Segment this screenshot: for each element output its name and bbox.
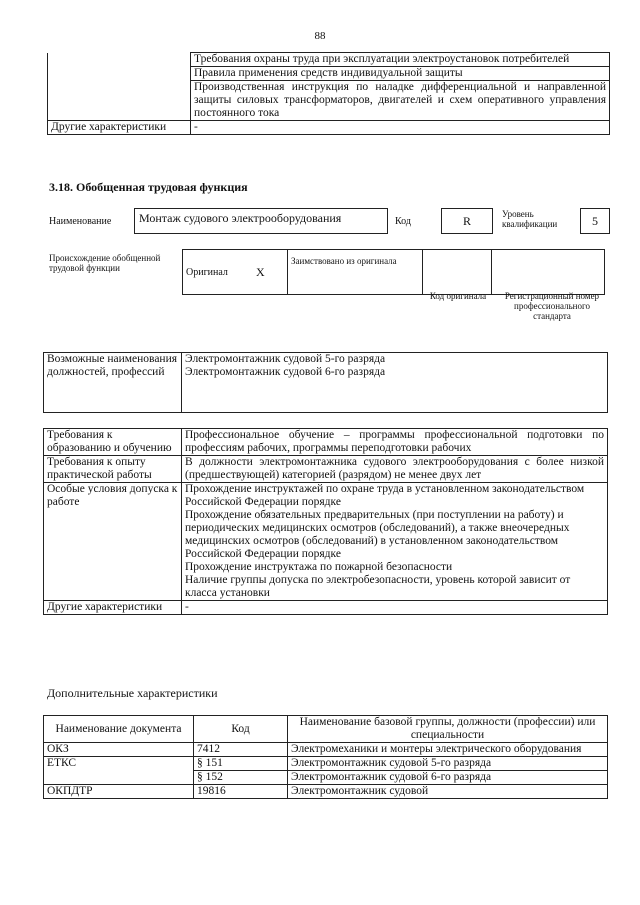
original-label: Оригинал xyxy=(183,250,254,295)
original-code-cell xyxy=(423,250,492,295)
other-characteristics-label: Другие характеристики xyxy=(48,121,191,135)
other-characteristics-value: - xyxy=(191,121,610,135)
positions-values xyxy=(182,353,608,413)
other-value: - xyxy=(182,601,608,615)
admission-item: Прохождение инструктажа по пожарной безопасности xyxy=(185,561,453,573)
extra-doc: ЕТКС xyxy=(44,757,194,785)
extra-name: Электромонтажник судовой 5-го разряда xyxy=(288,757,608,771)
other-label: Другие характеристики xyxy=(44,601,182,615)
experience-label: Требования к опыту практической работы xyxy=(44,456,182,483)
extra-name: Электромонтажник судовой xyxy=(288,785,608,799)
admission-item: Наличие группы допуска по электробезопасности, уровень которой зависит от класса установки xyxy=(185,574,571,599)
position-item: Электромонтажник судовой 5-го разряда xyxy=(185,353,386,365)
extra-code: § 152 xyxy=(194,771,288,785)
extra-code: 7412 xyxy=(194,743,288,757)
extra-code: 19816 xyxy=(194,785,288,799)
position-item: Электромонтажник судовой 6-го разряда xyxy=(185,366,386,378)
original-mark: X xyxy=(253,250,288,295)
section-title: 3.18. Обобщенная трудовая функция xyxy=(49,180,248,194)
registration-number-cell xyxy=(492,250,605,295)
knowledge-table xyxy=(47,52,610,135)
origin-label: Происхождение обобщенной трудовой функции xyxy=(49,253,161,273)
origin-table xyxy=(182,249,605,295)
knowledge-label-cell xyxy=(48,53,191,121)
extra-doc: ОКЗ xyxy=(44,743,194,757)
admission-item: Прохождение обязательных предварительных (при поступлении на работу) и периодических медицинских осмотров (обследований), а также внеочередных медицинских осмотров (обследований) в установленном законодательством Российской Федерации порядке xyxy=(185,509,570,560)
level-value-box: 5 xyxy=(580,208,610,234)
extra-name: Электромонтажник судовой 6-го разряда xyxy=(288,771,608,785)
extra-header-code: Код xyxy=(194,716,288,743)
name-label: Наименование xyxy=(49,216,112,227)
function-name-box: Монтаж судового электрооборудования xyxy=(134,208,388,234)
knowledge-row: Правила применения средств индивидуальной защиты xyxy=(191,67,610,81)
knowledge-row: Требования охраны труда при эксплуатации электроустановок потребителей xyxy=(191,53,610,67)
code-label: Код xyxy=(395,216,411,227)
extra-header-name: Наименование базовой группы, должности (профессии) или специальности xyxy=(288,716,608,743)
knowledge-row: Производственная инструкция по наладке дифференциальной и направленной защиты силовых трансформаторов, двигателей и схем оперативного управления постоянного тока xyxy=(191,81,610,121)
caption-registration-number: Регистрационный номер профессионального стандарта xyxy=(504,291,600,321)
extra-title: Дополнительные характеристики xyxy=(47,686,218,700)
extra-name: Электромеханики и монтеры электрического оборудования xyxy=(288,743,608,757)
positions-table xyxy=(43,352,608,413)
level-label: Уровень квалификации xyxy=(502,209,558,229)
caption-original-code: Код оригинала xyxy=(429,291,487,301)
admission-label: Особые условия допуска к работе xyxy=(44,483,182,601)
page-number: 88 xyxy=(314,30,326,42)
code-value-box: R xyxy=(441,208,493,234)
requirements-table xyxy=(43,428,608,615)
extra-code: § 151 xyxy=(194,757,288,771)
experience-value: В должности электромонтажника судового электрооборудования с более низкой (предшествующей) категорией (разрядом) не менее двух лет xyxy=(182,456,608,483)
positions-label: Возможные наименования должностей, профессий xyxy=(44,353,182,413)
extra-table xyxy=(43,715,608,799)
borrowed-label: Заимствовано из оригинала xyxy=(288,250,423,295)
admission-values xyxy=(182,483,608,601)
education-label: Требования к образованию и обучению xyxy=(44,429,182,456)
admission-item: Прохождение инструктажей по охране труда в установленном законодательством Российской Федерации порядке xyxy=(185,483,585,508)
extra-doc: ОКПДТР xyxy=(44,785,194,799)
education-value: Профессиональное обучение – программы профессиональной подготовки по профессиям рабочих, программы переподготовки рабочих xyxy=(182,429,608,456)
extra-header-doc: Наименование документа xyxy=(44,716,194,743)
